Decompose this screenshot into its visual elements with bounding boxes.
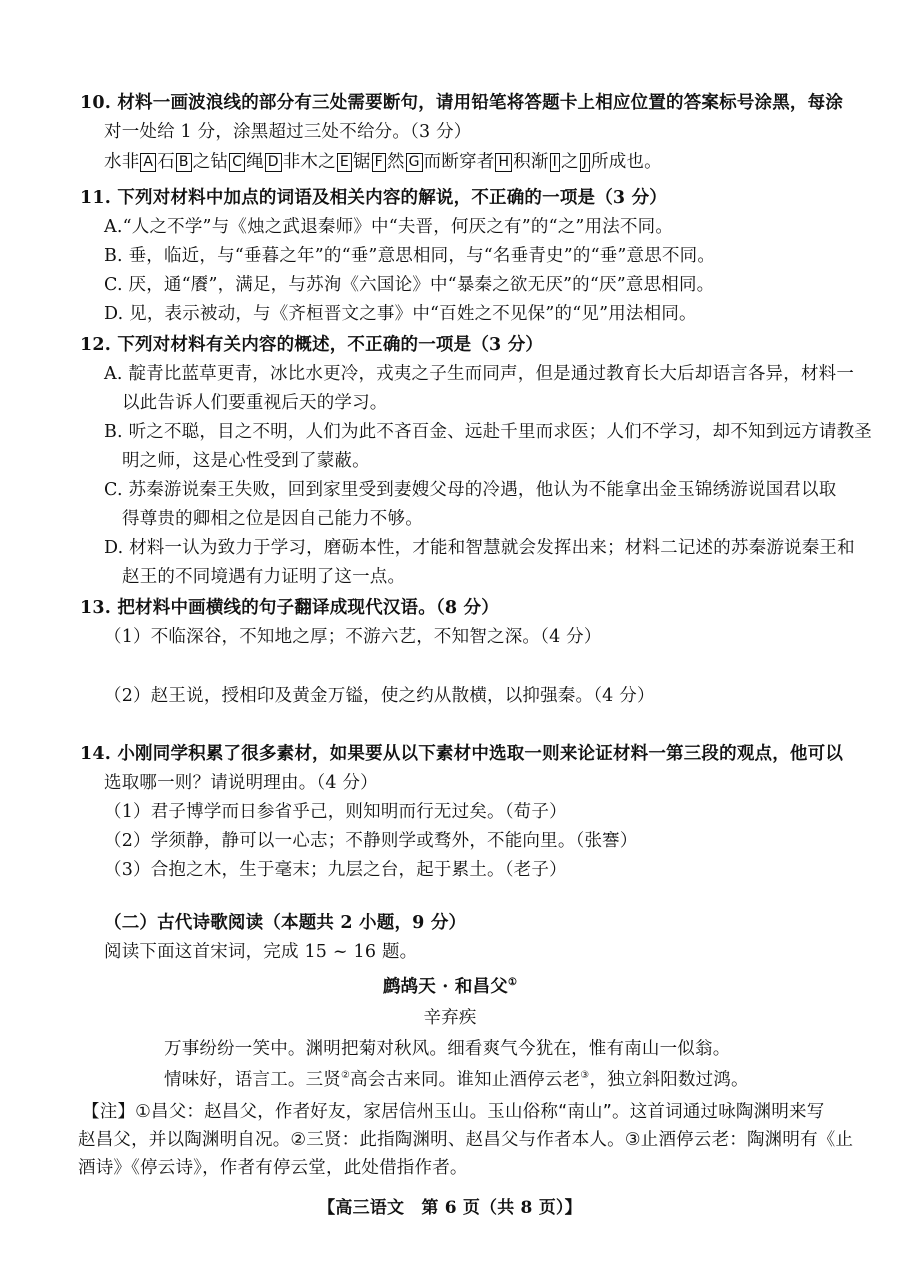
q10-answer-box-c: C [229, 153, 245, 172]
poetry-intro: 阅读下面这首宋词，完成 15 ~ 16 题。 [104, 942, 418, 962]
q10-answer-box-b: B [176, 153, 192, 172]
q12-option-c-line2: 得尊贵的卿相之位是因自己能力不够。 [122, 509, 423, 529]
poem-verse-2 [164, 1068, 749, 1092]
q10-stem-line2: 对一处给 1 分，涂黑超过三处不给分。（3 分） [104, 122, 472, 142]
poem-title-note-mark: ① [507, 977, 518, 989]
q11-stem: 11. 下列对材料中加点的词语及相关内容的解说，不正确的一项是（3 分） [80, 188, 668, 208]
q10-stem-line1: 10. 材料一画波浪线的部分有三处需要断句，请用铅笔将答题卡上相应位置的答案标号涂黑，每涂 [80, 93, 844, 113]
q14-stem-line1: 14. 小刚同学积累了很多素材，如果要从以下素材中选取一则来论证材料一第三段的观点，他可以 [80, 744, 844, 764]
q10-sentence-text: 绳 [246, 152, 264, 172]
q10-sentence-text: 然 [386, 152, 405, 172]
q10-answer-box-f: F [372, 153, 386, 172]
poem-verse-2-part-c: ，独立斜阳数过鸿。 [589, 1070, 749, 1090]
poem-verse-2-part-a: 情味好，语言工。三贤 [164, 1070, 341, 1090]
poem-note-line3: 酒诗》《停云诗》，作者有停云堂，此处借指作者。 [78, 1158, 468, 1178]
q13-sentence-2: （2）赵王说，授相印及黄金万镒，使之约从散横，以抑强秦。（4 分） [104, 686, 655, 706]
q10-answer-box-a: A [140, 153, 156, 172]
poetry-section-heading: （二）古代诗歌阅读（本题共 2 小题，9 分） [104, 913, 467, 933]
poem-title-text: 鹧鸪天 · 和昌父 [382, 977, 508, 997]
q10-answer-box-d: D [265, 153, 282, 172]
q14-option-2: （2）学须静，静可以一心志；不静则学或骛外，不能向里。（张謇） [104, 831, 638, 851]
q12-option-b-line2: 明之师，这是心性受到了蒙蔽。 [122, 451, 370, 471]
q11-option-b: B. 垂，临近，与“垂暮之年”的“垂”意思相同，与“名垂青史”的“垂”意思不同。 [104, 246, 716, 266]
q11-option-a: A.“人之不学”与《烛之武退秦师》中“夫晋，何厌之有”的“之”用法不同。 [104, 217, 674, 237]
q10-sentence-text: 所成也。 [591, 152, 662, 172]
q10-sentence-text: 之 [560, 152, 579, 172]
q11-option-c: C. 厌，通“餍”，满足，与苏洵《六国论》中“暴秦之欲无厌”的“厌”意思相同。 [104, 275, 715, 295]
q10-sentence [104, 150, 662, 174]
poem-verse-2-note-mark: ② [341, 1070, 351, 1082]
q10-answer-box-j: J [580, 153, 590, 172]
q10-sentence-text: 而断穿者 [423, 152, 495, 172]
q13-sentence-1: （1）不临深谷，不知地之厚；不游六艺，不知智之深。（4 分） [104, 627, 602, 647]
poem-verse-1: 万事纷纷一笑中。渊明把菊对秋风。细看爽气今犹在，惟有南山一似翁。 [164, 1039, 731, 1059]
q12-option-b-line1: B. 听之不聪，目之不明，人们为此不吝百金、远赴千里而求医；人们不学习，却不知到远方请教圣 [104, 422, 872, 442]
q10-answer-box-g: G [406, 153, 423, 172]
poem-note-line1: 【注】①昌父：赵昌父，作者好友，家居信州玉山。玉山俗称“南山”。这首词通过咏陶渊明来写 [82, 1102, 825, 1122]
q10-answer-box-e: E [337, 153, 352, 172]
q10-sentence-text: 积渐 [513, 152, 549, 172]
q12-option-a-line1: A. 靛青比蓝草更青，冰比水更冷，戎夷之子生而同声，但是通过教育长大后却语言各异，材料一 [104, 364, 855, 384]
q11-option-d: D. 见，表示被动，与《齐桓晋文之事》中“百姓之不见保”的“见”用法相同。 [104, 304, 697, 324]
q10-sentence-text: 之钻 [192, 152, 229, 172]
poem-note-line2: 赵昌父，并以陶渊明自况。②三贤：此指陶渊明、赵昌父与作者本人。③止酒停云老：陶渊明有《止 [78, 1130, 854, 1150]
q14-stem-line2: 选取哪一则？请说明理由。（4 分） [104, 773, 378, 793]
q12-stem: 12. 下列对材料有关内容的概述，不正确的一项是（3 分） [80, 335, 544, 355]
q10-sentence-text: 锯 [352, 152, 371, 172]
q14-option-1: （1）君子博学而日参省乎己，则知明而行无过矣。（荀子） [104, 802, 567, 822]
q10-sentence-text: 水非 [104, 152, 140, 172]
q12-option-d-line2: 赵王的不同境遇有力证明了这一点。 [122, 567, 406, 587]
page-footer: 【高三语文 第 6 页（共 8 页）】 [318, 1198, 582, 1218]
poem-author: 辛弃疾 [423, 1008, 477, 1028]
q10-sentence-text: 石 [157, 152, 175, 172]
q10-answer-box-h: H [495, 153, 512, 172]
q14-option-3: （3）合抱之木，生于毫末；九层之台，起于累土。（老子） [104, 860, 567, 880]
q12-option-c-line1: C. 苏秦游说秦王失败，回到家里受到妻嫂父母的冷遇，他认为不能拿出金玉锦绣游说国君以取 [104, 480, 837, 500]
q12-option-d-line1: D. 材料一认为致力于学习，磨砺本性，才能和智慧就会发挥出来；材料二记述的苏秦游说秦王和 [104, 538, 855, 558]
poem-title [0, 975, 900, 999]
q12-option-a-line2: 以此告诉人们要重视后天的学习。 [122, 393, 388, 413]
q10-answer-box-i: I [550, 153, 560, 172]
poem-verse-2-note-mark-2: ③ [580, 1070, 590, 1082]
q13-stem: 13. 把材料中画横线的句子翻译成现代汉语。（8 分） [80, 598, 499, 618]
poem-verse-2-part-b: 高会古来同。谁知止酒停云老 [350, 1070, 581, 1090]
q10-sentence-text: 非木之 [282, 152, 336, 172]
